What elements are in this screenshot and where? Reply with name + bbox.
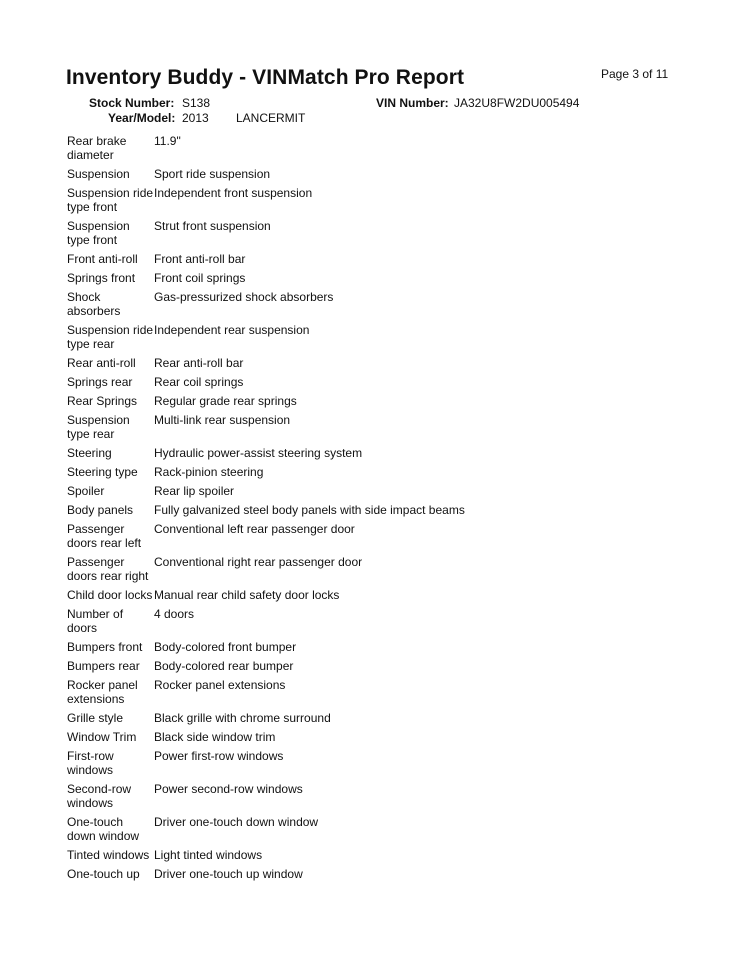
spec-row <box>67 607 667 635</box>
spec-value: Conventional left rear passenger door <box>154 522 355 536</box>
spec-value: Power second-row windows <box>154 782 303 796</box>
spec-value: Driver one-touch down window <box>154 815 319 829</box>
spec-row <box>67 522 667 550</box>
spec-value: Front anti-roll bar <box>154 252 246 266</box>
spec-label: Suspension type rear <box>67 413 130 441</box>
spec-row <box>67 815 667 843</box>
spec-row <box>67 465 667 479</box>
spec-row <box>67 446 667 460</box>
spec-row <box>67 484 667 498</box>
spec-row <box>67 782 667 810</box>
spec-row <box>67 290 667 318</box>
spec-label: Front anti-roll <box>67 252 138 266</box>
spec-row <box>67 659 667 673</box>
spec-list <box>67 134 667 886</box>
spec-row <box>67 356 667 370</box>
spec-row <box>67 711 667 725</box>
spec-row <box>67 749 667 777</box>
spec-value: Gas-pressurized shock absorbers <box>154 290 334 304</box>
spec-value: Black side window trim <box>154 730 276 744</box>
spec-label: Suspension ride type front <box>67 186 154 214</box>
spec-row <box>67 867 667 881</box>
spec-value: Fully galvanized steel body panels with side impact beams <box>154 503 465 517</box>
stock-number-label: Stock Number: <box>89 96 175 110</box>
stock-number-value: S138 <box>182 96 211 110</box>
spec-row <box>67 640 667 654</box>
spec-value: Front coil springs <box>154 271 246 285</box>
spec-value: Conventional right rear passenger door <box>154 555 363 569</box>
spec-value: Regular grade rear springs <box>154 394 297 408</box>
year-value: 2013 <box>182 111 209 125</box>
spec-label: Bumpers front <box>67 640 143 654</box>
spec-value: Sport ride suspension <box>154 167 271 181</box>
spec-value: Multi-link rear suspension <box>154 413 291 427</box>
spec-label: Bumpers rear <box>67 659 140 673</box>
spec-value: Rear coil springs <box>154 375 244 389</box>
spec-value: Body-colored rear bumper <box>154 659 294 673</box>
spec-value: Independent front suspension <box>154 186 313 200</box>
spec-label: Suspension ride type rear <box>67 323 154 351</box>
spec-label: Passenger doors rear left <box>67 522 142 550</box>
vin-number-label: VIN Number: <box>376 96 449 110</box>
spec-label: Rear brake diameter <box>67 134 127 162</box>
vin-number-value: JA32U8FW2DU005494 <box>454 96 580 110</box>
spec-value: 4 doors <box>154 607 195 621</box>
spec-value: Strut front suspension <box>154 219 271 233</box>
spec-label: Suspension type front <box>67 219 130 247</box>
model-value: LANCERMIT <box>236 111 306 125</box>
spec-value: Rear anti-roll bar <box>154 356 244 370</box>
spec-label: One-touch up <box>67 867 140 881</box>
spec-label: Spoiler <box>67 484 105 498</box>
spec-row <box>67 252 667 266</box>
spec-row <box>67 394 667 408</box>
spec-value: Rear lip spoiler <box>154 484 235 498</box>
spec-value: Independent rear suspension <box>154 323 310 337</box>
spec-label: Steering <box>67 446 112 460</box>
spec-label: Steering type <box>67 465 138 479</box>
spec-row <box>67 167 667 181</box>
spec-label: Passenger doors rear right <box>67 555 149 583</box>
spec-row <box>67 678 667 706</box>
spec-row <box>67 730 667 744</box>
spec-row <box>67 323 667 351</box>
spec-label: Springs rear <box>67 375 133 389</box>
spec-value: Body-colored front bumper <box>154 640 297 654</box>
spec-row <box>67 219 667 247</box>
spec-row <box>67 503 667 517</box>
spec-label: First-row windows <box>67 749 114 777</box>
spec-label: Rocker panel extensions <box>67 678 138 706</box>
spec-label: Number of doors <box>67 607 124 635</box>
spec-label: Body panels <box>67 503 134 517</box>
report-title: Inventory Buddy - VINMatch Pro Report <box>66 66 465 89</box>
spec-label: Window Trim <box>67 730 137 744</box>
spec-label: Springs front <box>67 271 136 285</box>
spec-label: Child door locks <box>67 588 153 602</box>
spec-label: Tinted windows <box>67 848 150 862</box>
spec-value: 11.9" <box>154 134 181 148</box>
spec-value: Hydraulic power-assist steering system <box>154 446 363 460</box>
spec-label: Shock absorbers <box>67 290 121 318</box>
spec-row <box>67 848 667 862</box>
spec-label: Grille style <box>67 711 124 725</box>
spec-row <box>67 186 667 214</box>
spec-value: Driver one-touch up window <box>154 867 303 881</box>
spec-label: Rear anti-roll <box>67 356 136 370</box>
spec-value: Black grille with chrome surround <box>154 711 331 725</box>
spec-row <box>67 134 667 162</box>
spec-label: One-touch down window <box>67 815 140 843</box>
spec-label: Suspension <box>67 167 130 181</box>
spec-row <box>67 413 667 441</box>
spec-label: Second-row windows <box>67 782 132 810</box>
spec-value: Light tinted windows <box>154 848 263 862</box>
spec-value: Power first-row windows <box>154 749 284 763</box>
spec-value: Rack-pinion steering <box>154 465 264 479</box>
spec-label: Rear Springs <box>67 394 138 408</box>
year-model-label: Year/Model: <box>108 111 176 125</box>
spec-row <box>67 588 667 602</box>
spec-row <box>67 271 667 285</box>
spec-value: Manual rear child safety door locks <box>154 588 340 602</box>
page-number: Page 3 of 11 <box>601 67 669 81</box>
spec-row <box>67 555 667 583</box>
spec-row <box>67 375 667 389</box>
spec-value: Rocker panel extensions <box>154 678 286 692</box>
